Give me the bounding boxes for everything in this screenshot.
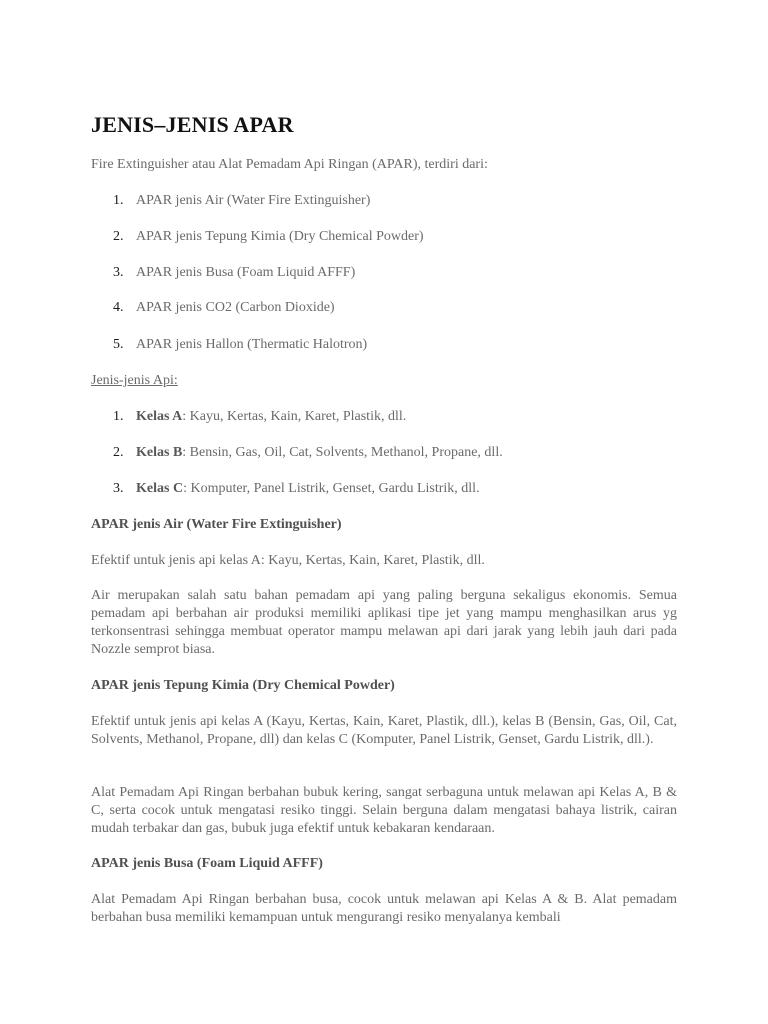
list-number: 3. (113, 265, 124, 280)
list-number: 2. (113, 229, 124, 244)
list-item: APAR jenis Air (Water Fire Extinguisher) (136, 193, 371, 208)
list-item: APAR jenis Hallon (Thermatic Halotron) (136, 337, 368, 352)
section-heading-air: APAR jenis Air (Water Fire Extinguisher) (91, 517, 342, 532)
list-number: 5. (113, 337, 124, 352)
fire-type-item (136, 408, 406, 426)
list-number: 2. (113, 445, 124, 460)
fire-class-text: : Bensin, Gas, Oil, Cat, Solvents, Methanol, Propane, dll. (182, 445, 503, 460)
section-heading-foam: APAR jenis Busa (Foam Liquid AFFF) (91, 856, 323, 871)
section-paragraph: Efektif untuk jenis api kelas A: Kayu, Kertas, Kain, Karet, Plastik, dll. (91, 553, 485, 568)
section-paragraph: Efektif untuk jenis api kelas A (Kayu, Kertas, Kain, Karet, Plastik, dll.), kelas B (Bensin, Gas, Oil, Cat, Solvents, Methanol, Propane, dll) dan kelas C (Komputer, Panel Listrik, Genset, Gardu Listrik, dll.). (91, 714, 677, 747)
section-paragraph: Air merupakan salah satu bahan pemadam api yang paling berguna sekaligus ekonomis. Semua pemadam api berbahan air produksi memiliki aplikasi tipe jet yang mampu menghasilkan arus yg terkonsentrasi sehingga membuat operator mampu melawan api dari jarak yang lebih jauh dari pada Nozzle semprot biasa. (91, 588, 677, 657)
list-number: 4. (113, 300, 124, 315)
section-paragraph: Alat Pemadam Api Ringan berbahan bubuk kering, sangat serbaguna untuk melawan api Kelas A, B & C, serta cocok untuk mengatasi resiko tinggi. Selain berguna dalam mengatasi bahaya listrik, cairan mudah terbakar dan gas, bubuk juga efektif untuk kebakaran kendaraan. (91, 785, 677, 836)
section-heading-dry-chemical: APAR jenis Tepung Kimia (Dry Chemical Powder) (91, 678, 395, 693)
fire-class-label: Kelas A (136, 409, 183, 424)
fire-class-label: Kelas C (136, 481, 184, 496)
fire-class-text: : Kayu, Kertas, Kain, Karet, Plastik, dll. (182, 409, 407, 424)
list-number: 1. (113, 409, 124, 424)
list-number: 1. (113, 193, 124, 208)
page-title: JENIS–JENIS APAR (91, 112, 294, 137)
fire-types-heading: Jenis-jenis Api: (91, 373, 178, 388)
list-item: APAR jenis Tepung Kimia (Dry Chemical Powder) (136, 229, 424, 244)
section-paragraph: Alat Pemadam Api Ringan berbahan busa, cocok untuk melawan api Kelas A & B. Alat pemadam berbahan busa memiliki kemampuan untuk mengurangi resiko menyalanya kembali (91, 892, 677, 925)
list-item: APAR jenis CO2 (Carbon Dioxide) (136, 300, 335, 315)
fire-type-item (136, 444, 503, 462)
list-item: APAR jenis Busa (Foam Liquid AFFF) (136, 265, 356, 280)
fire-class-text: : Komputer, Panel Listrik, Genset, Gardu Listrik, dll. (183, 481, 480, 496)
list-number: 3. (113, 481, 124, 496)
intro-text: Fire Extinguisher atau Alat Pemadam Api Ringan (APAR), terdiri dari: (91, 157, 488, 172)
fire-type-item (136, 480, 480, 498)
fire-class-label: Kelas B (136, 445, 183, 460)
